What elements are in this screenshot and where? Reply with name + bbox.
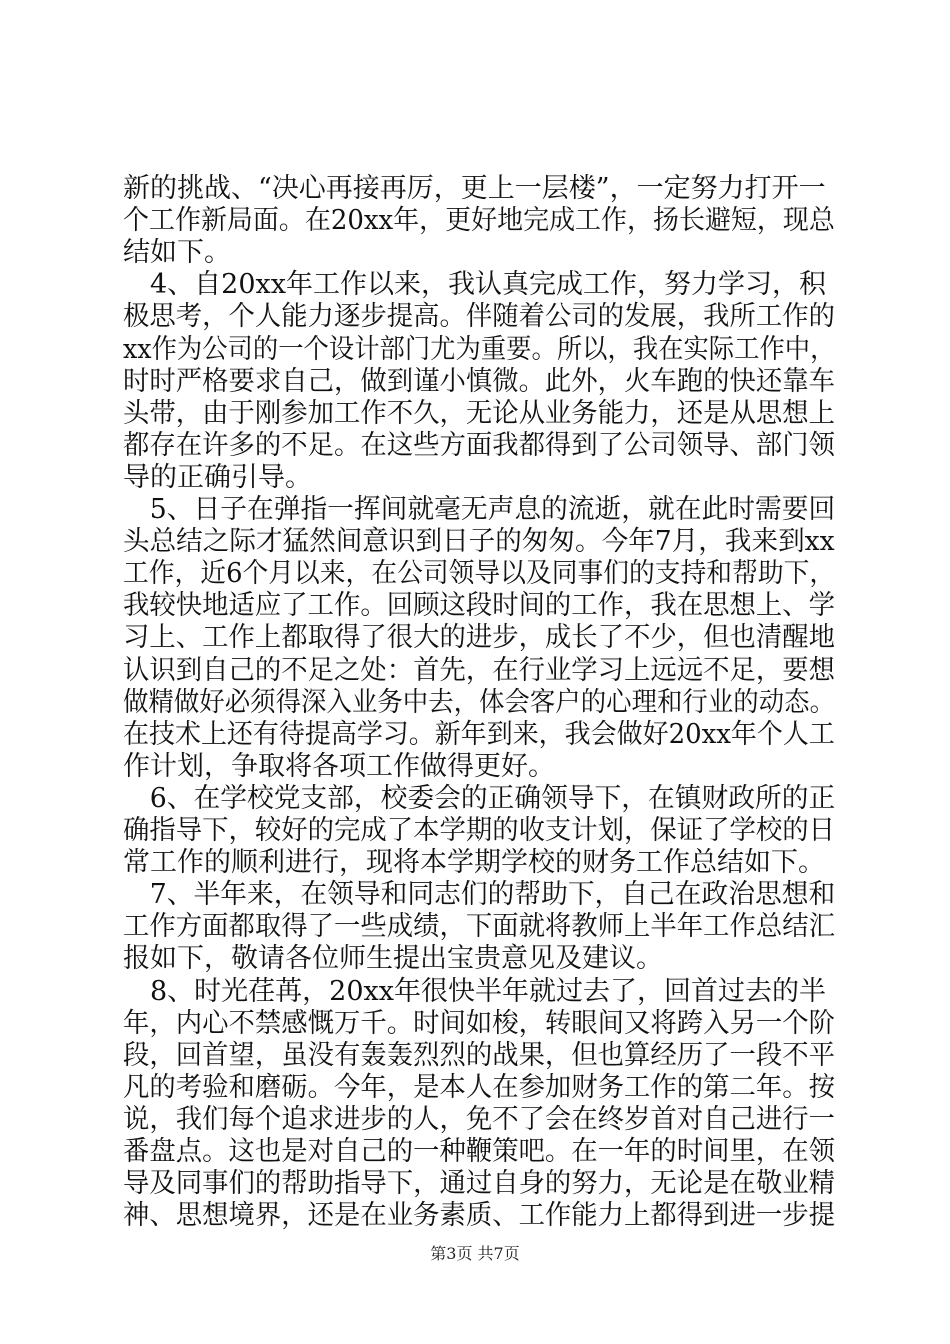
- text-line: 8、时光荏苒，20xx年很快半年就过去了，回首过去的半: [123, 975, 826, 1007]
- text-line: xx作为公司的一个设计部门尤为重要。所以，我在实际工作中，: [123, 333, 836, 365]
- text-line: 作计划，争取将各项工作做得更好。: [123, 750, 555, 782]
- text-line: 新的挑战、“决心再接再厉，更上一层楼”，一定努力打开一: [123, 173, 826, 204]
- text-line: 头带，由于刚参加工作不久，无论从业务能力，还是从思想上: [123, 397, 836, 429]
- text-line: 年，内心不禁感慨万千。时间如梭，转眼间又将跨入另一个阶: [123, 1007, 836, 1039]
- page-footer: 第3页 共7页: [430, 1244, 520, 1263]
- text-line: 7、半年来，在领导和同志们的帮助下，自己在政治思想和: [123, 879, 836, 911]
- text-line: 导及同事们的帮助指导下，通过自身的努力，无论是在敬业精: [123, 1168, 836, 1200]
- text-line: 确指导下，较好的完成了本学期的收支计划，保证了学校的日: [123, 815, 836, 846]
- text-line: 时时严格要求自己，做到谨小慎微。此外，火车跑的快还靠车: [123, 365, 836, 397]
- text-line: 结如下。: [123, 237, 231, 269]
- text-line: 6、在学校党支部，校委会的正确领导下，在镇财政所的正: [123, 782, 836, 814]
- text-line: 报如下，敬请各位师生提出宝贵意见及建议。: [123, 943, 663, 975]
- text-line: 认识到自己的不足之处：首先，在行业学习上远远不足，要想: [123, 654, 836, 686]
- text-line: 做精做好必须得深入业务中去，体会客户的心理和行业的动态。: [123, 686, 836, 718]
- text-line: 习上、工作上都取得了很大的进步，成长了不少，但也清醒地: [123, 622, 836, 654]
- text-line: 工作方面都取得了一些成绩，下面就将教师上半年工作总结汇: [123, 911, 836, 943]
- text-line: 4、自20xx年工作以来，我认真完成工作，努力学习，积: [123, 269, 826, 301]
- text-line: 段，回首望，虽没有轰轰烈烈的战果，但也算经历了一段不平: [123, 1039, 836, 1071]
- text-line: 导的正确引导。: [123, 461, 312, 493]
- text-line: 在技术上还有待提高学习。新年到来，我会做好20xx年个人工: [123, 718, 835, 750]
- text-line: 我较快地适应了工作。回顾这段时间的工作，我在思想上、学: [123, 590, 836, 622]
- text-line: 番盘点。这也是对自己的一种鞭策吧。在一年的时间里，在领: [123, 1136, 836, 1167]
- text-line: 都存在许多的不足。在这些方面我都得到了公司领导、部门领: [123, 429, 836, 461]
- text-line: 常工作的顺利进行，现将本学期学校的财务工作总结如下。: [123, 847, 825, 879]
- text-line: 个工作新局面。在20xx年，更好地完成工作，扬长避短，现总: [123, 205, 835, 237]
- text-line: 神、思想境界，还是在业务素质、工作能力上都得到进一步提: [123, 1200, 836, 1232]
- text-line: 说，我们每个追求进步的人，免不了会在终岁首对自己进行一: [123, 1103, 836, 1135]
- text-line: 极思考，个人能力逐步提高。伴随着公司的发展，我所工作的: [123, 301, 836, 333]
- text-line: 凡的考验和磨砺。今年，是本人在参加财务工作的第二年。按: [123, 1071, 836, 1103]
- text-line: 5、日子在弹指一挥间就毫无声息的流逝，就在此时需要回: [123, 494, 836, 525]
- text-line: 工作，近6个月以来，在公司领导以及同事们的支持和帮助下，: [123, 558, 836, 590]
- text-line: 头总结之际才猛然间意识到日子的匆匆。今年7月，我来到xx: [123, 526, 835, 558]
